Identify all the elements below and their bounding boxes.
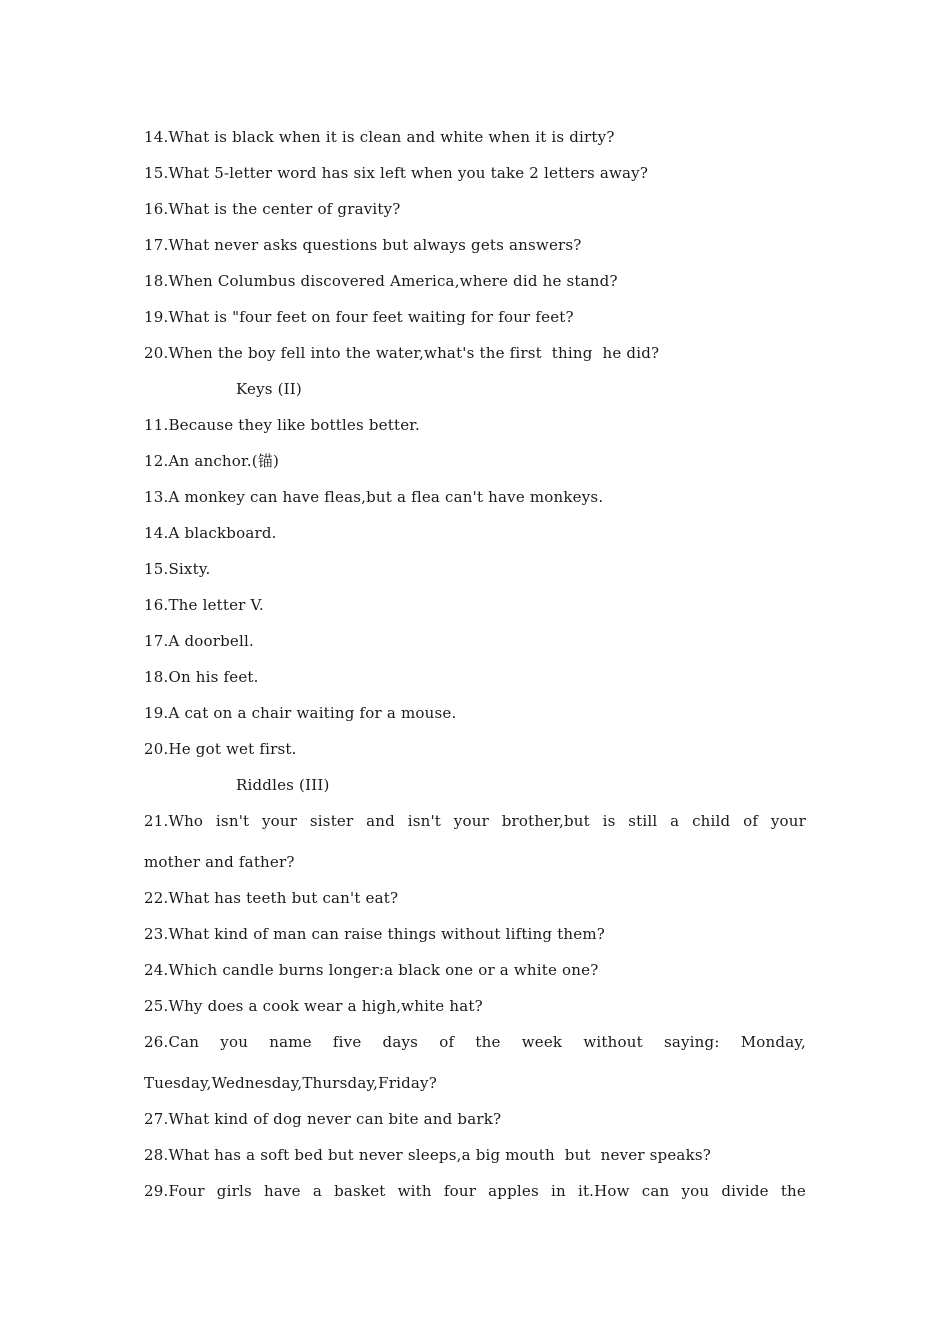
riddles-heading: Riddles (III) — [236, 776, 330, 794]
key-15: 15.Sixty. — [144, 560, 211, 578]
riddle-25: 25.Why does a cook wear a high,white hat? — [144, 997, 483, 1015]
key-14: 14.A blackboard. — [144, 524, 277, 542]
riddle-26-line2: Tuesday,Wednesday,Thursday,Friday? — [144, 1074, 437, 1092]
key-18: 18.On his feet. — [144, 668, 259, 686]
question-15: 15.What 5-letter word has six left when you take 2 letters away? — [144, 164, 649, 182]
key-13: 13.A monkey can have fleas,but a flea can't have monkeys. — [144, 488, 604, 506]
question-19: 19.What is "four feet on four feet waiting for four feet? — [144, 308, 574, 326]
riddle-26-line1: 26.Can you name five days of the week without saying: Monday, — [144, 1033, 806, 1051]
key-19: 19.A cat on a chair waiting for a mouse. — [144, 704, 457, 722]
riddle-23: 23.What kind of man can raise things without lifting them? — [144, 925, 606, 943]
keys-heading: Keys (II) — [236, 380, 302, 398]
question-16: 16.What is the center of gravity? — [144, 200, 401, 218]
question-17: 17.What never asks questions but always gets answers? — [144, 236, 582, 254]
riddle-22: 22.What has teeth but can't eat? — [144, 889, 399, 907]
key-12: 12.An anchor.(锚) — [144, 452, 280, 470]
riddle-24: 24.Which candle burns longer:a black one or a white one? — [144, 961, 599, 979]
key-16: 16.The letter V. — [144, 596, 264, 614]
question-20: 20.When the boy fell into the water,what's the first thing he did? — [144, 344, 660, 362]
key-20: 20.He got wet first. — [144, 740, 297, 758]
riddle-28: 28.What has a soft bed but never sleeps,a big mouth but never speaks? — [144, 1146, 712, 1164]
key-17: 17.A doorbell. — [144, 632, 254, 650]
riddle-27: 27.What kind of dog never can bite and bark? — [144, 1110, 502, 1128]
riddle-21-line1: 21.Who isn't your sister and isn't your brother,but is still a child of your — [144, 812, 806, 830]
question-18: 18.When Columbus discovered America,where did he stand? — [144, 272, 618, 290]
riddle-29-line1: 29.Four girls have a basket with four apples in it.How can you divide the — [144, 1182, 806, 1200]
question-14: 14.What is black when it is clean and white when it is dirty? — [144, 128, 615, 146]
riddle-21-line2: mother and father? — [144, 853, 295, 871]
key-11: 11.Because they like bottles better. — [144, 416, 420, 434]
